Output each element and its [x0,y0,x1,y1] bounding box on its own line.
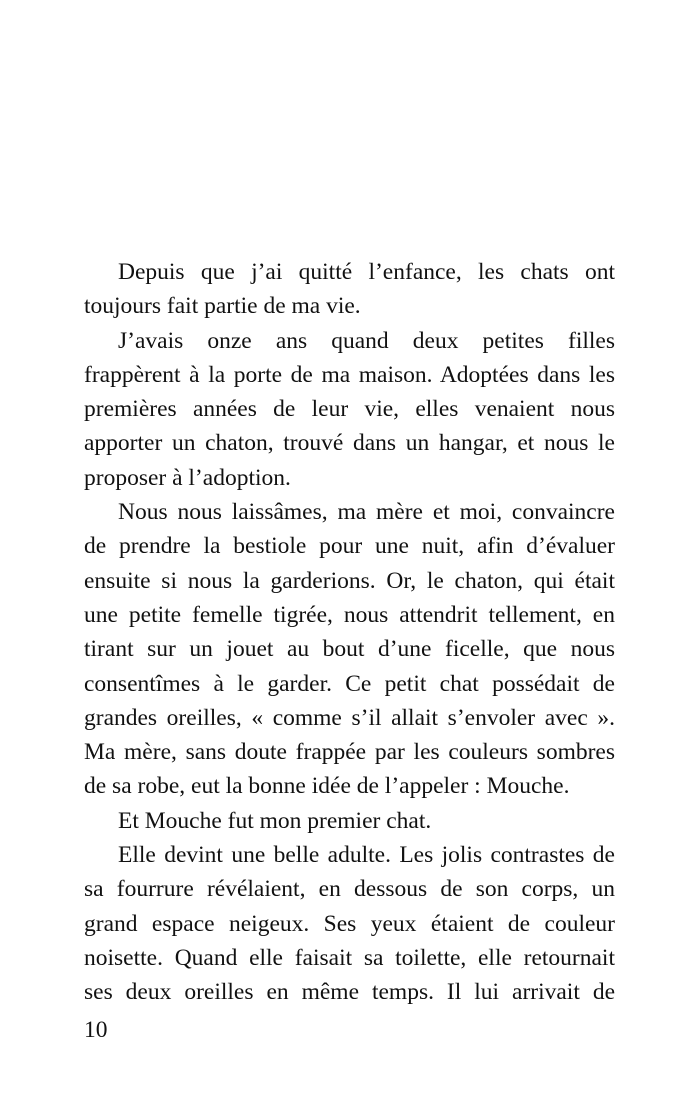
text-line: grand espace neigeux. Ses yeux étaient de couleur [84,910,615,937]
text-line: premières années de leur vie, elles venaient nous [84,396,615,423]
body-text [84,255,615,1010]
text-line: J’avais onze ans quand deux petites filles [118,327,615,354]
text-line: Elle devint une belle adulte. Les jolis contrastes de [118,842,615,869]
text-line: toujours fait partie de ma vie. [84,293,361,320]
text-line: Ma mère, sans doute frappée par les couleurs sombres [84,739,615,766]
text-line: frappèrent à la porte de ma maison. Adoptées dans les [84,361,615,388]
text-line: consentîmes à le garder. Ce petit chat possédait de [84,670,615,697]
text-line: Nous nous laissâmes, ma mère et moi, convaincre [118,499,615,526]
text-line: tirant sur un jouet au bout d’une ficelle, que nous [84,636,615,663]
text-line: Depuis que j’ai quitté l’enfance, les chats ont [118,259,615,285]
text-line: de sa robe, eut la bonne idée de l’appeler : Mouche. [84,773,570,800]
text-line: apporter un chaton, trouvé dans un hangar, et nous le [84,430,615,457]
text-line: sa fourrure révélaient, en dessous de son corps, un [84,876,615,903]
text-line: Et Mouche fut mon premier chat. [118,807,432,834]
text-line: de prendre la bestiole pour une nuit, afin d’évaluer [84,533,615,560]
page-number: 10 [84,1017,108,1043]
text-line: grandes oreilles, « comme s’il allait s’envoler avec ». [84,704,615,731]
text-line: une petite femelle tigrée, nous attendrit tellement, en [84,601,615,628]
text-line: proposer à l’adoption. [84,464,291,491]
text-line: ses deux oreilles en même temps. Il lui arrivait de [84,979,615,1006]
text-line: ensuite si nous la garderions. Or, le chaton, qui était [84,567,615,594]
text-line: noisette. Quand elle faisait sa toilette, elle retournait [84,944,615,971]
